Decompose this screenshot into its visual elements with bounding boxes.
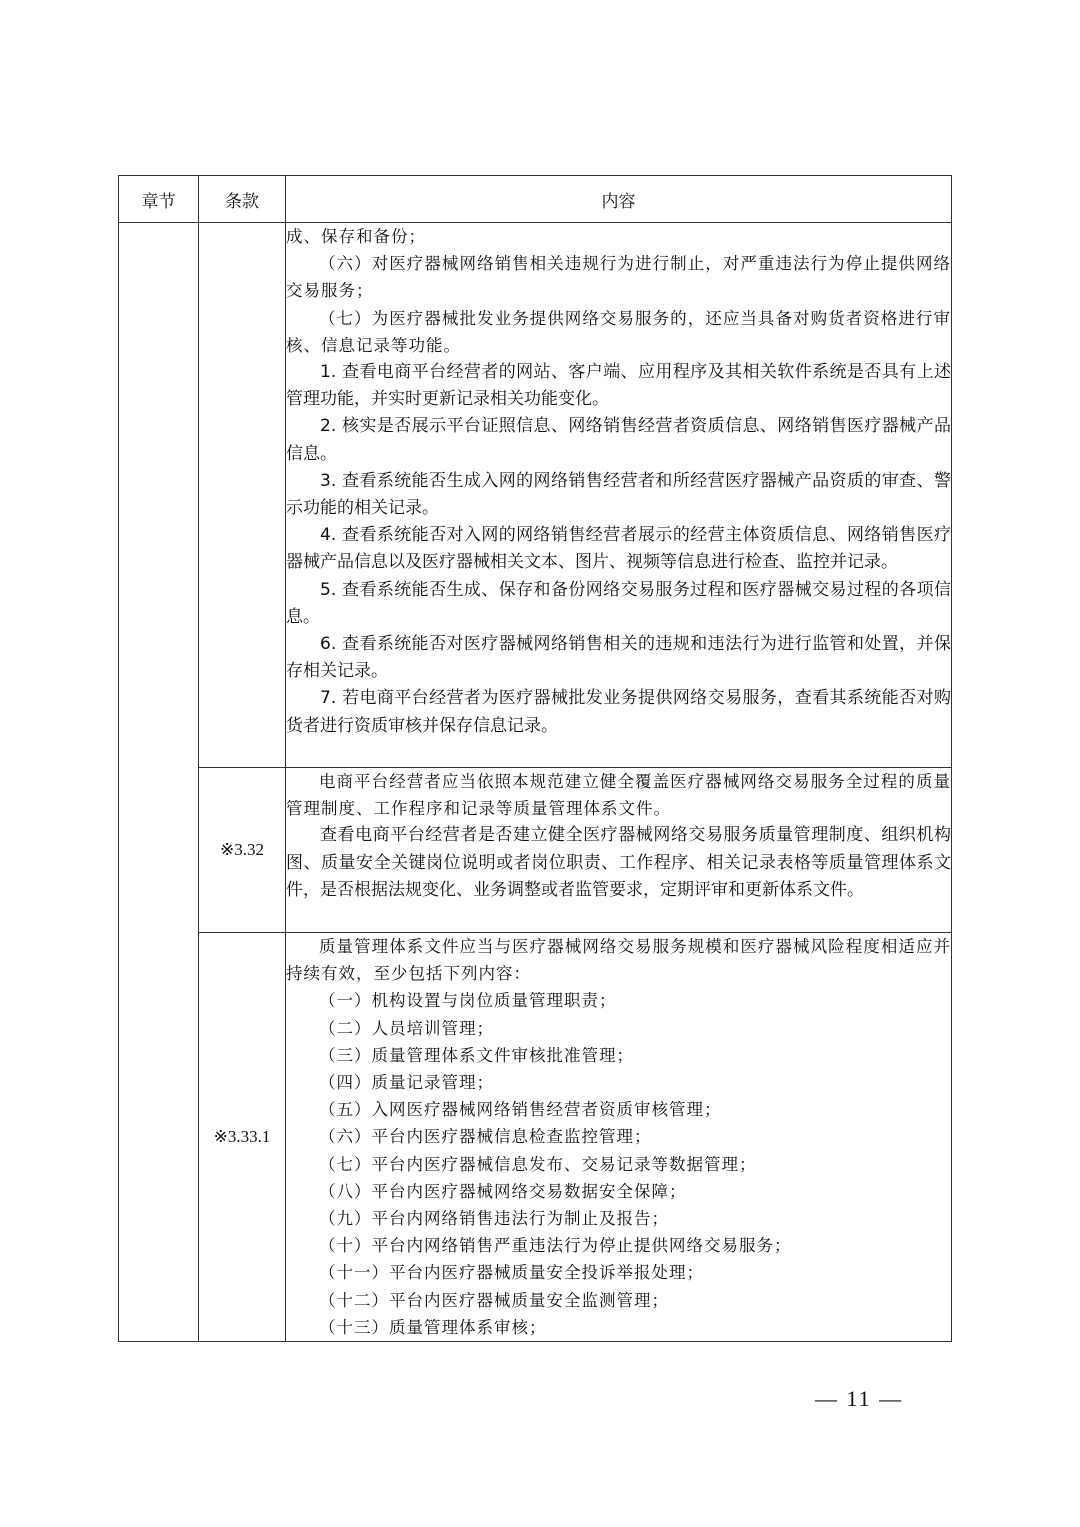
list-item: （十一）平台内医疗器械质量安全投诉举报处理； (319, 1263, 704, 1283)
check-item: 3. 查看系统能否生成入网的网络销售经营者和所经营医疗器械产品资质的审查、警示功能的相关记录。 (286, 470, 951, 519)
content-cell (286, 933, 952, 1342)
header-chapter: 章节 (119, 176, 199, 223)
check-item: 查看电商平台经营者是否建立健全医疗器械网络交易服务质量管理制度、组织机构图、质量安全关键岗位说明或者岗位职责、工作程序、相关记录表格等质量管理体系文件，是否根据法规变化、业务调整或者监管要求，定期评审和更新体系文件。 (286, 825, 951, 900)
check-item: 6. 查看系统能否对医疗器械网络销售相关的违规和违法行为进行监管和处置，并保存相关记录。 (286, 634, 951, 682)
page-number: — 11 — (815, 1386, 904, 1411)
header-content: 内容 (286, 176, 952, 223)
regulation-text: 电商平台经营者应当依照本规范建立健全覆盖医疗器械网络交易服务全过程的质量管理制度、工作程序和记录等质量管理体系文件。 (286, 772, 951, 819)
list-item: （四）质量记录管理； (319, 1073, 494, 1093)
header-clause: 条款 (199, 176, 286, 223)
list-item: （八）平台内医疗器械网络交易数据安全保障； (319, 1181, 687, 1201)
table-row (119, 768, 952, 933)
clause-cell (199, 223, 286, 768)
table-header-row (119, 176, 952, 223)
list-item: （一）机构设置与岗位质量管理职责； (319, 991, 617, 1011)
clause-cell: ※3.33.1 (199, 933, 286, 1342)
check-item: 4. 查看系统能否对入网的网络销售经营者展示的经营主体资质信息、网络销售医疗器械产品信息以及医疗器械相关文本、图片、视频等信息进行检查、监控并记录。 (286, 525, 951, 573)
list-item: （二）人员培训管理； (319, 1018, 494, 1038)
regulation-text: 质量管理体系文件应当与医疗器械网络交易服务规模和医疗器械风险程度相适应并持续有效，至少包括下列内容： (286, 937, 951, 984)
list-item: （十三）质量管理体系审核； (319, 1317, 547, 1337)
chapter-cell (119, 223, 199, 1342)
regulation-text: （七）为医疗器械批发业务提供网络交易服务的，还应当具备对购货者资格进行审核、信息记录等功能。 (286, 308, 951, 355)
list-item: （九）平台内网络销售违法行为制止及报告； (319, 1209, 669, 1229)
list-item: （七）平台内医疗器械信息发布、交易记录等数据管理； (319, 1154, 757, 1174)
regulation-text: 成、保存和备份； (286, 227, 426, 246)
list-item: （六）平台内医疗器械信息检查监控管理； (319, 1127, 652, 1147)
clause-cell: ※3.32 (199, 768, 286, 933)
list-item: （十二）平台内医疗器械质量安全监测管理； (319, 1290, 669, 1310)
check-item: 5. 查看系统能否生成、保存和备份网络交易服务过程和医疗器械交易过程的各项信息。 (286, 579, 951, 627)
check-item: 7. 若电商平台经营者为医疗器械批发业务提供网络交易服务，查看其系统能否对购货者进行资质审核并保存信息记录。 (286, 688, 951, 736)
inspection-table (118, 175, 952, 1342)
content-cell (286, 768, 952, 933)
list-item: （五）入网医疗器械网络销售经营者资质审核管理； (319, 1100, 722, 1120)
check-item: 2. 核实是否展示平台证照信息、网络销售经营者资质信息、网络销售医疗器械产品信息。 (286, 416, 951, 464)
list-item: （三）质量管理体系文件审核批准管理； (319, 1045, 634, 1065)
list-item: （十）平台内网络销售严重违法行为停止提供网络交易服务； (319, 1236, 792, 1256)
table-row (119, 933, 952, 1342)
regulation-text: （六）对医疗器械网络销售相关违规行为进行制止，对严重违法行为停止提供网络交易服务； (286, 254, 951, 301)
content-cell (286, 223, 952, 768)
check-item: 1. 查看电商平台经营者的网站、客户端、应用程序及其相关软件系统是否具有上述管理功能，并实时更新记录相关功能变化。 (286, 362, 951, 410)
table-row (119, 223, 952, 768)
